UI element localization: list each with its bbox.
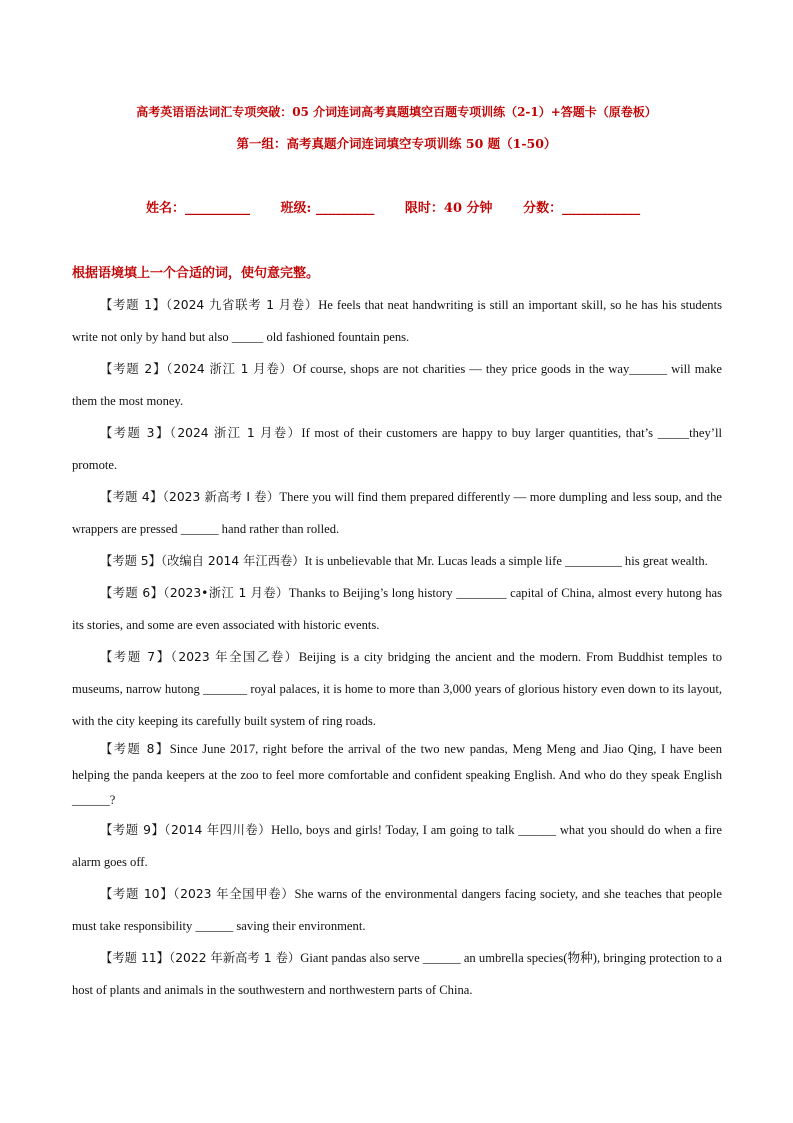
question-text: Beijing is a city bridging the ancient and the modern. From Buddhist temples to museums, narrow hutong _______ royal palaces, it is home to more than 3,000 years of glorious history even down to its layout, with the city keeping its carefully built system of ring roads. (72, 650, 722, 728)
question-label: 【考题 7】 (100, 650, 171, 664)
question-text: Of course, shops are not charities — they price goods in the way______ will make them the most money. (72, 362, 722, 408)
question-text: There you will find them prepared differently — more dumpling and less soup, and the wrappers are pressed ______ hand rather than rolled. (72, 490, 723, 536)
name-blank: __________ (185, 201, 251, 216)
question-item (72, 942, 722, 1006)
question-label: 【考题 6】 (100, 586, 164, 600)
name-label: 姓名： (146, 201, 186, 216)
question-label: 【考题 11】 (100, 950, 170, 965)
question-label: 【考题 9】 (100, 822, 165, 837)
question-label: 【考题 3】 (100, 426, 170, 440)
question-text: It is unbelievable that Mr. Lucas leads a simple life _________ his great wealth. (304, 554, 708, 568)
question-text: He feels that neat handwriting is still an important skill, so he has his students write not only by hand but also _____ old fashioned fountain pens. (72, 298, 722, 344)
question-source: （改编自 2014 年江西卷） (160, 554, 305, 568)
question-label: 【考题 4】 (100, 490, 163, 504)
time-limit: 限时：40 分钟 (404, 201, 493, 216)
score-label: 分数： (523, 201, 563, 216)
question-item (72, 878, 722, 942)
question-text: Giant pandas also serve ______ an umbrella species(物种), bringing protection to a host of plants and animals in the southwestern and northwestern parts of China. (72, 950, 722, 997)
document-title: 高考英语语法词汇专项突破：05 介词连词高考真题填空百题专项训练（2-1）+答题卡（原卷板） (136, 105, 657, 119)
question-item (72, 737, 722, 814)
student-info-row (146, 197, 666, 216)
question-source: （2023•浙江 1 月卷） (163, 586, 289, 600)
class-label: 班级: (280, 201, 312, 216)
question-item (72, 577, 722, 641)
question-source: （2014 年四川卷） (164, 822, 272, 837)
score-field (523, 197, 640, 216)
class-blank: _________ (315, 201, 375, 216)
question-text: Thanks to Beijing’s long history ________ capital of China, almost every hutong has its stories, and some are even associated with historic events. (72, 586, 723, 632)
score-blank: ____________ (562, 201, 641, 216)
question-item (72, 545, 722, 577)
question-item (72, 289, 722, 353)
document-subtitle: 第一组：高考真题介词连词填空专项训练 50 题（1-50） (236, 136, 557, 151)
question-text: Hello, boys and girls! Today, I am going to talk ______ what you should do when a fire alarm goes off. (72, 822, 723, 869)
question-label: 【考题 5】 (100, 554, 161, 568)
question-label: 【考题 10】 (100, 886, 174, 901)
question-item (72, 481, 722, 545)
question-text: Since June 2017, right before the arrival of the two new pandas, Meng Meng and Jiao Qing, I have been helping the panda keepers at the zoo to feel more comfortable and confident speaking English. And who do they speak English ______? (72, 742, 723, 807)
question-text: If most of their customers are happy to buy larger quantities, that’s _____they’ll promote. (72, 426, 722, 472)
class-field (281, 197, 375, 216)
question-source: （2023 年全国甲卷） (173, 886, 295, 901)
question-text: She warns of the environmental dangers facing society, and she teaches that people must take responsibility ______ saving their environment. (72, 886, 722, 933)
question-source: （2023 年全国乙卷） (170, 650, 299, 664)
question-source: （2024 浙江 1 月卷） (169, 426, 302, 440)
question-item (72, 417, 722, 481)
question-label: 【考题 8】 (100, 742, 170, 756)
question-item (72, 641, 722, 737)
question-source: （2023 新高考 I 卷） (162, 490, 280, 504)
name-field (146, 197, 250, 216)
question-source: （2022 年新高考 1 卷） (169, 950, 301, 965)
question-item (72, 353, 722, 417)
question-label: 【考题 1】 (100, 298, 166, 312)
instruction-text: 根据语境填上一个合适的词，使句意完整。 (72, 266, 320, 281)
question-source: （2024 浙江 1 月卷） (166, 362, 293, 376)
question-list (72, 289, 722, 1006)
question-label: 【考题 2】 (100, 362, 167, 376)
question-source: （2024 九省联考 1 月卷） (165, 298, 319, 312)
question-item (72, 814, 722, 878)
